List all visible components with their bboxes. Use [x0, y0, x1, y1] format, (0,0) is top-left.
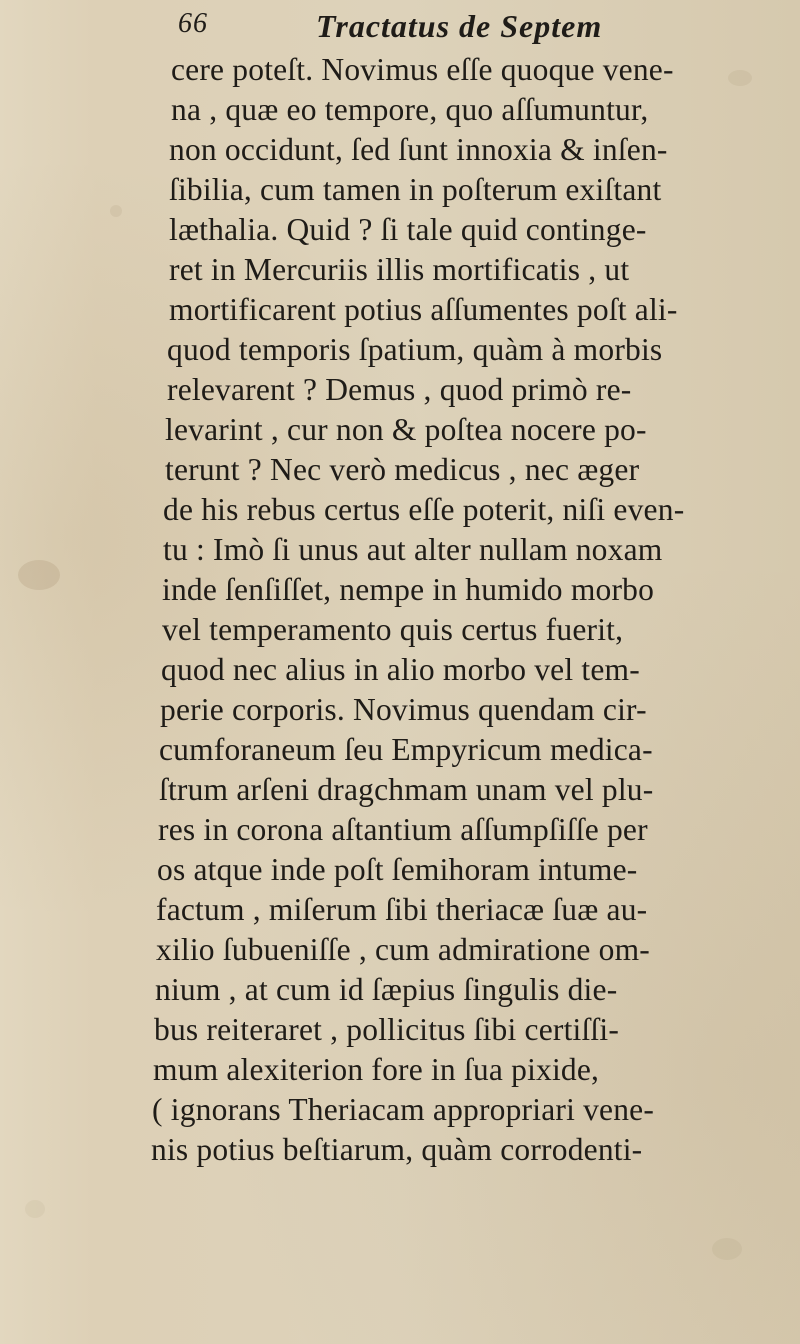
paper-stain: [25, 1200, 45, 1218]
paper-stain: [712, 1238, 742, 1260]
running-head-title: Tractatus de Septem: [316, 8, 603, 44]
text-line: læthalia. Quid ? ſi tale quid continge-: [169, 212, 647, 247]
text-line: factum , miſerum ſibi theriacæ ſuæ au-: [156, 892, 648, 927]
text-line: de his rebus certus eſſe poterit, niſi even-: [163, 492, 685, 527]
text-line: non occidunt, ſed ſunt innoxia & inſen-: [169, 132, 668, 167]
text-line: mum alexiterion fore in ſua pixide,: [153, 1052, 600, 1087]
text-line: os atque inde poſt ſemihoram intume-: [157, 852, 638, 887]
paper-stain: [18, 560, 60, 590]
text-line: nis potius beſtiarum, quàm corrodenti-: [151, 1132, 643, 1167]
text-line: quod nec alius in alio morbo vel tem-: [161, 652, 640, 687]
text-line: cere poteſt. Novimus eſſe quoque vene-: [171, 52, 674, 87]
text-line: nium , at cum id ſæpius ſingulis die-: [155, 972, 618, 1007]
text-line: quod temporis ſpatium, quàm à morbis: [167, 332, 663, 367]
text-line: ſtrum arſeni dragchmam unam vel plu-: [159, 772, 654, 807]
text-line: tu : Imò ſi unus aut alter nullam noxam: [163, 532, 663, 567]
text-line: ( ignorans Theriacam appropriari vene-: [152, 1092, 655, 1127]
text-line: vel temperamento quis certus fuerit,: [162, 612, 624, 647]
page-number: 66: [178, 8, 208, 39]
text-line: inde ſenſiſſet, nempe in humido morbo: [162, 572, 655, 607]
paper-stain: [728, 70, 752, 86]
text-line: mortificarent potius aſſumentes poſt ali-: [169, 292, 678, 327]
text-line: na , quæ eo tempore, quo aſſumuntur,: [171, 92, 649, 127]
text-line: ſibilia, cum tamen in poſterum exiſtant: [169, 172, 662, 207]
text-line: xilio ſubueniſſe , cum admiratione om-: [156, 932, 650, 967]
text-line: terunt ? Nec verò medicus , nec æger: [165, 452, 640, 487]
text-line: ret in Mercuriis illis mortificatis , ut: [169, 252, 630, 287]
text-line: res in corona aſtantium aſſumpſiſſe per: [158, 812, 648, 847]
text-line: levarint , cur non & poſtea nocere po-: [165, 412, 647, 447]
paper-stain: [110, 205, 122, 217]
text-line: bus reiteraret , pollicitus ſibi certiſſi-: [154, 1012, 620, 1047]
text-line: perie corporis. Novimus quendam cir-: [160, 692, 647, 727]
running-head: [178, 8, 698, 48]
text-line: relevarent ? Demus , quod primò re-: [167, 372, 632, 407]
text-line: cumforaneum ſeu Empyricum medica-: [159, 732, 653, 767]
